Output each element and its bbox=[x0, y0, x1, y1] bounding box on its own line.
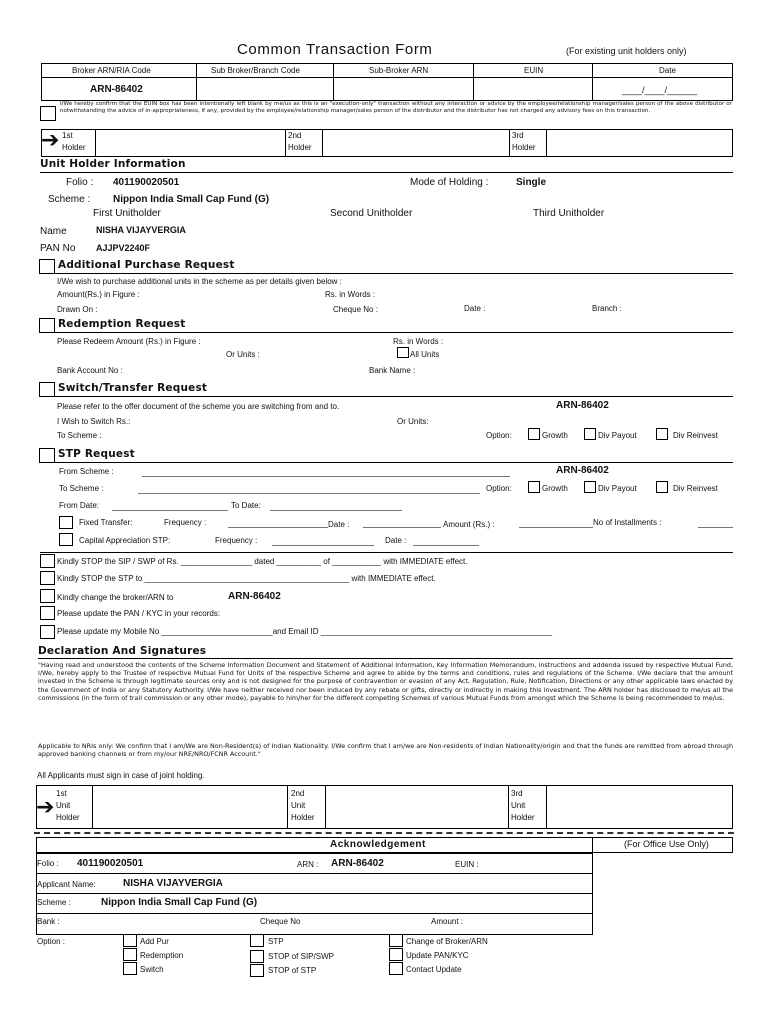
all-units-label: All Units bbox=[410, 350, 440, 359]
acknowledgement-title: Acknowledgement bbox=[330, 839, 426, 850]
date-label: Date : bbox=[464, 304, 486, 313]
folio-label: Folio : bbox=[66, 177, 94, 188]
date-header: Date bbox=[659, 66, 676, 75]
bank-name-label: Bank Name : bbox=[369, 366, 416, 375]
switch-title: Switch/Transfer Request bbox=[58, 382, 208, 394]
switch-to-scheme-label: To Scheme : bbox=[57, 431, 102, 440]
name-label: Name bbox=[40, 226, 67, 237]
switch-div-reinvest-checkbox[interactable] bbox=[656, 428, 668, 440]
capital-appreciation-label: Capital Appreciation STP: bbox=[79, 536, 171, 545]
pan-label: PAN No bbox=[40, 243, 76, 254]
stp-div-payout-label: Div Payout bbox=[598, 484, 637, 493]
third-unit-holder-label-3: Holder bbox=[511, 813, 535, 822]
all-units-checkbox[interactable] bbox=[397, 347, 409, 358]
tear-off-line bbox=[34, 832, 734, 834]
third-unit-holder-label-2: Unit bbox=[511, 801, 526, 810]
first-holder-label: 1st bbox=[62, 131, 73, 140]
additional-purchase-title: Additional Purchase Request bbox=[58, 259, 235, 271]
second-unitholder-header: Second Unitholder bbox=[330, 208, 413, 219]
switch-intro: Please refer to the offer document of the scheme you are switching from and to. bbox=[57, 402, 340, 411]
rs-words-label: Rs. in Words : bbox=[325, 290, 376, 299]
fixed-transfer-label: Fixed Transfer: bbox=[79, 518, 133, 527]
stop-sip-checkbox[interactable] bbox=[40, 554, 55, 568]
update-mobile-text: Please update my Mobile No _________________________and Email ID ____________________________________________________ bbox=[57, 627, 553, 636]
stp-div-reinvest-checkbox[interactable] bbox=[656, 481, 668, 493]
switch-growth-checkbox[interactable] bbox=[528, 428, 540, 440]
unit-holder-section-title: Unit Holder Information bbox=[40, 158, 186, 170]
sign-note: All Applicants must sign in case of joint holding. bbox=[37, 771, 205, 780]
switch-div-payout-label: Div Payout bbox=[598, 431, 637, 440]
contact-update-ack-checkbox[interactable] bbox=[389, 962, 403, 975]
euin-declaration-text: I/We hereby confirm that the EUIN box has been intentionally left blank by me/us as this is an "execution-only" transaction without any interaction or advice by the employee/relationship manager/sales person of the above distributor or notwithstanding the advice of in-appropriateness, if any, provided by the employee/relationship manager/sales person of the distributor and the distributor has not charged any advisory fees on this transaction. bbox=[60, 101, 732, 115]
holder-signature-row bbox=[41, 129, 733, 157]
additional-purchase-intro: I/We wish to purchase additional units in the scheme as per details given below : bbox=[57, 277, 342, 286]
stp-from-date-label: From Date: bbox=[59, 501, 100, 510]
signature-arrow-icon: ➔ bbox=[36, 795, 55, 820]
redemption-title: Redemption Request bbox=[58, 318, 186, 330]
drawn-on-label: Drawn On : bbox=[57, 305, 98, 314]
stp-from-scheme-label: From Scheme : bbox=[59, 467, 114, 476]
switch-or-units-label: Or Units: bbox=[397, 417, 429, 426]
declaration-paragraph: "Having read and understood the contents of the Scheme Information Document and Statement of Additional Information, Key Information Memorandum, instructions and addenda issued by respective Mutual Fund, I/We, hereby apply to the Trustee of respective Mutual Fund for Units of the respective Scheme and agree to abide by the terms and conditions, rules and regulations of the Scheme. I/We declare that the amount invested in the Scheme is through legitimate sources only and is not designed for the purpose of contravention or evasion of any Act, Regulation, Rule, Notification, Directions or any other applicable laws enacted by the Government of India or any Statutory Authority. I/We have neither received nor been induced by any rebate or gifts, directly or indirectly in making this investment. The ARN holder has disclosed to me/us all the commissions (in the form of trail commission or any other mode), payable to him/her for the different competing Schemes of various Mutual Funds from amongst which the Scheme is being recommended to me/us. bbox=[38, 661, 733, 702]
branch-label: Branch : bbox=[592, 304, 622, 313]
redeem-rs-words-label: Rs. in Words : bbox=[393, 337, 444, 346]
stp-to-scheme-label: To Scheme : bbox=[59, 484, 104, 493]
sub-broker-arn-header: Sub-Broker ARN bbox=[369, 66, 429, 75]
update-mobile-checkbox[interactable] bbox=[40, 625, 55, 639]
switch-div-reinvest-label: Div Reinvest bbox=[673, 431, 718, 440]
update-pan-ack-checkbox[interactable] bbox=[389, 948, 403, 961]
switch-arn: ARN-86402 bbox=[556, 400, 609, 411]
second-holder-label: 2nd bbox=[288, 131, 302, 140]
ack-folio-value: 401190020501 bbox=[77, 858, 144, 869]
scheme-value: Nippon India Small Cap Fund (G) bbox=[113, 194, 270, 205]
fixed-frequency-label: Frequency : bbox=[164, 518, 207, 527]
folio-value: 401190020501 bbox=[113, 177, 180, 188]
sub-broker-code-header: Sub Broker/Branch Code bbox=[211, 66, 300, 75]
stp-div-payout-checkbox[interactable] bbox=[584, 481, 596, 493]
first-unit-holder-label-3: Holder bbox=[56, 813, 80, 822]
office-use-note: (For Office Use Only) bbox=[624, 839, 709, 849]
redemption-ack-checkbox[interactable] bbox=[123, 948, 137, 961]
stp-option-label: Option: bbox=[486, 484, 512, 493]
ack-option-label: Option : bbox=[37, 937, 66, 946]
second-unit-holder-label-2: Unit bbox=[291, 801, 306, 810]
fixed-date-label: Date : bbox=[328, 520, 350, 529]
redeem-amount-label: Please Redeem Amount (Rs.) in Figure : bbox=[57, 337, 201, 346]
capital-frequency-label: Frequency : bbox=[215, 536, 258, 545]
add-pur-label: Add Pur bbox=[140, 937, 169, 946]
first-unit-holder-label-1: 1st bbox=[56, 789, 67, 798]
second-holder-label-2: Holder bbox=[288, 143, 312, 152]
ack-applicant-value: NISHA VIJAYVERGIA bbox=[123, 878, 223, 889]
ack-applicant-label: Applicant Name: bbox=[37, 880, 96, 889]
ack-bank-label: Bank : bbox=[37, 917, 60, 926]
declaration-title: Declaration And Signatures bbox=[38, 645, 207, 657]
mode-of-holding-value: Single bbox=[516, 177, 547, 188]
capital-appreciation-checkbox[interactable] bbox=[59, 533, 73, 546]
bank-account-label: Bank Account No : bbox=[57, 366, 123, 375]
broker-arn-value[interactable]: ARN-86402 bbox=[90, 84, 143, 95]
switch-div-payout-checkbox[interactable] bbox=[584, 428, 596, 440]
stp-div-reinvest-label: Div Reinvest bbox=[673, 484, 718, 493]
amount-figure-label: Amount(Rs.) in Figure : bbox=[57, 290, 140, 299]
stop-sip-ack-label: STOP of SIP/SWP bbox=[268, 952, 334, 961]
installments-label: No of Installments : bbox=[593, 518, 662, 527]
stop-stp-ack-checkbox[interactable] bbox=[250, 964, 264, 977]
form-title: Common Transaction Form bbox=[237, 41, 433, 58]
redemption-checkbox[interactable] bbox=[39, 318, 55, 333]
redemption-ack-label: Redemption bbox=[140, 951, 184, 960]
change-broker-ack-label: Change of Broker/ARN bbox=[406, 937, 488, 946]
name-value: NISHA VIJAYVERGIA bbox=[96, 225, 186, 235]
switch-option-label: Option: bbox=[486, 431, 512, 440]
ack-arn-label: ARN : bbox=[297, 860, 319, 869]
third-holder-label: 3rd bbox=[512, 131, 524, 140]
redeem-or-units-label: Or Units : bbox=[226, 350, 260, 359]
change-broker-text: Kindly change the broker/ARN to bbox=[57, 593, 174, 602]
stop-sip-text: Kindly STOP the SIP / SWP of Rs. ________________ dated __________ of ___________ with IMMEDIATE effect. bbox=[57, 557, 468, 566]
stp-ack-label: STP bbox=[268, 937, 284, 946]
contact-update-ack-label: Contact Update bbox=[406, 965, 462, 974]
stp-arn: ARN-86402 bbox=[556, 465, 609, 476]
nri-declaration-paragraph: Applicable to NRIs only: We confirm that I am/We are Non-Resident(s) of Indian Nationality. I/We confirm that I am/we are Non-residents of Indian Nationality/origin and that the funds are remitted from abroad through approved banking channels or from my/our NRE/NRO/FCNR Account." bbox=[38, 742, 733, 759]
pan-value: AJJPV2240F bbox=[96, 243, 151, 253]
stop-stp-checkbox[interactable] bbox=[40, 571, 55, 585]
ack-cheque-label: Cheque No bbox=[260, 917, 301, 926]
update-pan-checkbox[interactable] bbox=[40, 606, 55, 620]
additional-purchase-checkbox[interactable] bbox=[39, 259, 55, 274]
broker-arn-header: Broker ARN/RIA Code bbox=[72, 66, 151, 75]
third-unit-holder-label-1: 3rd bbox=[511, 789, 523, 798]
add-pur-checkbox[interactable] bbox=[123, 934, 137, 947]
stp-checkbox[interactable] bbox=[39, 448, 55, 463]
update-pan-text: Please update the PAN / KYC in your records: bbox=[57, 609, 221, 618]
third-unitholder-header: Third Unitholder bbox=[533, 208, 605, 219]
change-broker-ack-checkbox[interactable] bbox=[389, 934, 403, 947]
third-holder-label-2: Holder bbox=[512, 143, 536, 152]
euin-declaration-checkbox[interactable] bbox=[40, 106, 56, 121]
capital-date-label: Date : bbox=[385, 536, 407, 545]
switch-ack-checkbox[interactable] bbox=[123, 962, 137, 975]
fixed-amount-label: Amount (Rs.) : bbox=[443, 520, 495, 529]
stp-to-date-label: To Date: bbox=[231, 501, 261, 510]
scheme-label: Scheme : bbox=[48, 194, 91, 205]
stop-stp-ack-label: STOP of STP bbox=[268, 966, 317, 975]
fixed-transfer-checkbox[interactable] bbox=[59, 516, 73, 529]
first-unit-holder-label-2: Unit bbox=[56, 801, 71, 810]
ack-euin-label: EUIN : bbox=[455, 860, 479, 869]
ack-amount-label: Amount : bbox=[431, 917, 464, 926]
stop-stp-text: Kindly STOP the STP to ______________________________________________ with IMMEDIATE effect. bbox=[57, 574, 436, 583]
cheque-no-label: Cheque No : bbox=[333, 305, 378, 314]
form-note: (For existing unit holders only) bbox=[566, 46, 687, 56]
ack-arn-value: ARN-86402 bbox=[331, 858, 384, 869]
euin-header: EUIN bbox=[524, 66, 544, 75]
ack-folio-label: Folio : bbox=[37, 859, 59, 868]
second-unit-holder-label-1: 2nd bbox=[291, 789, 305, 798]
signature-box bbox=[36, 785, 733, 829]
update-pan-ack-label: Update PAN/KYC bbox=[406, 951, 469, 960]
ack-scheme-value: Nippon India Small Cap Fund (G) bbox=[101, 897, 258, 908]
second-unit-holder-label-3: Holder bbox=[291, 813, 315, 822]
first-unitholder-header: First Unitholder bbox=[93, 208, 161, 219]
stp-growth-label: Growth bbox=[542, 484, 568, 493]
stop-sip-ack-checkbox[interactable] bbox=[250, 950, 264, 963]
arrow-right-icon: ➔ bbox=[41, 128, 60, 153]
first-holder-label-2: Holder bbox=[62, 143, 86, 152]
change-broker-arn: ARN-86402 bbox=[228, 591, 281, 602]
switch-ack-label: Switch bbox=[140, 965, 164, 974]
stp-ack-checkbox[interactable] bbox=[250, 934, 264, 947]
change-broker-checkbox[interactable] bbox=[40, 589, 55, 603]
stp-title: STP Request bbox=[58, 448, 135, 460]
mode-of-holding-label: Mode of Holding : bbox=[410, 177, 489, 188]
date-field[interactable]: ____/____/______ bbox=[622, 85, 698, 95]
stp-growth-checkbox[interactable] bbox=[528, 481, 540, 493]
switch-growth-label: Growth bbox=[542, 431, 568, 440]
switch-wish-label: I Wish to Switch Rs.: bbox=[57, 417, 131, 426]
ack-scheme-label: Scheme : bbox=[37, 898, 71, 907]
switch-checkbox[interactable] bbox=[39, 382, 55, 397]
